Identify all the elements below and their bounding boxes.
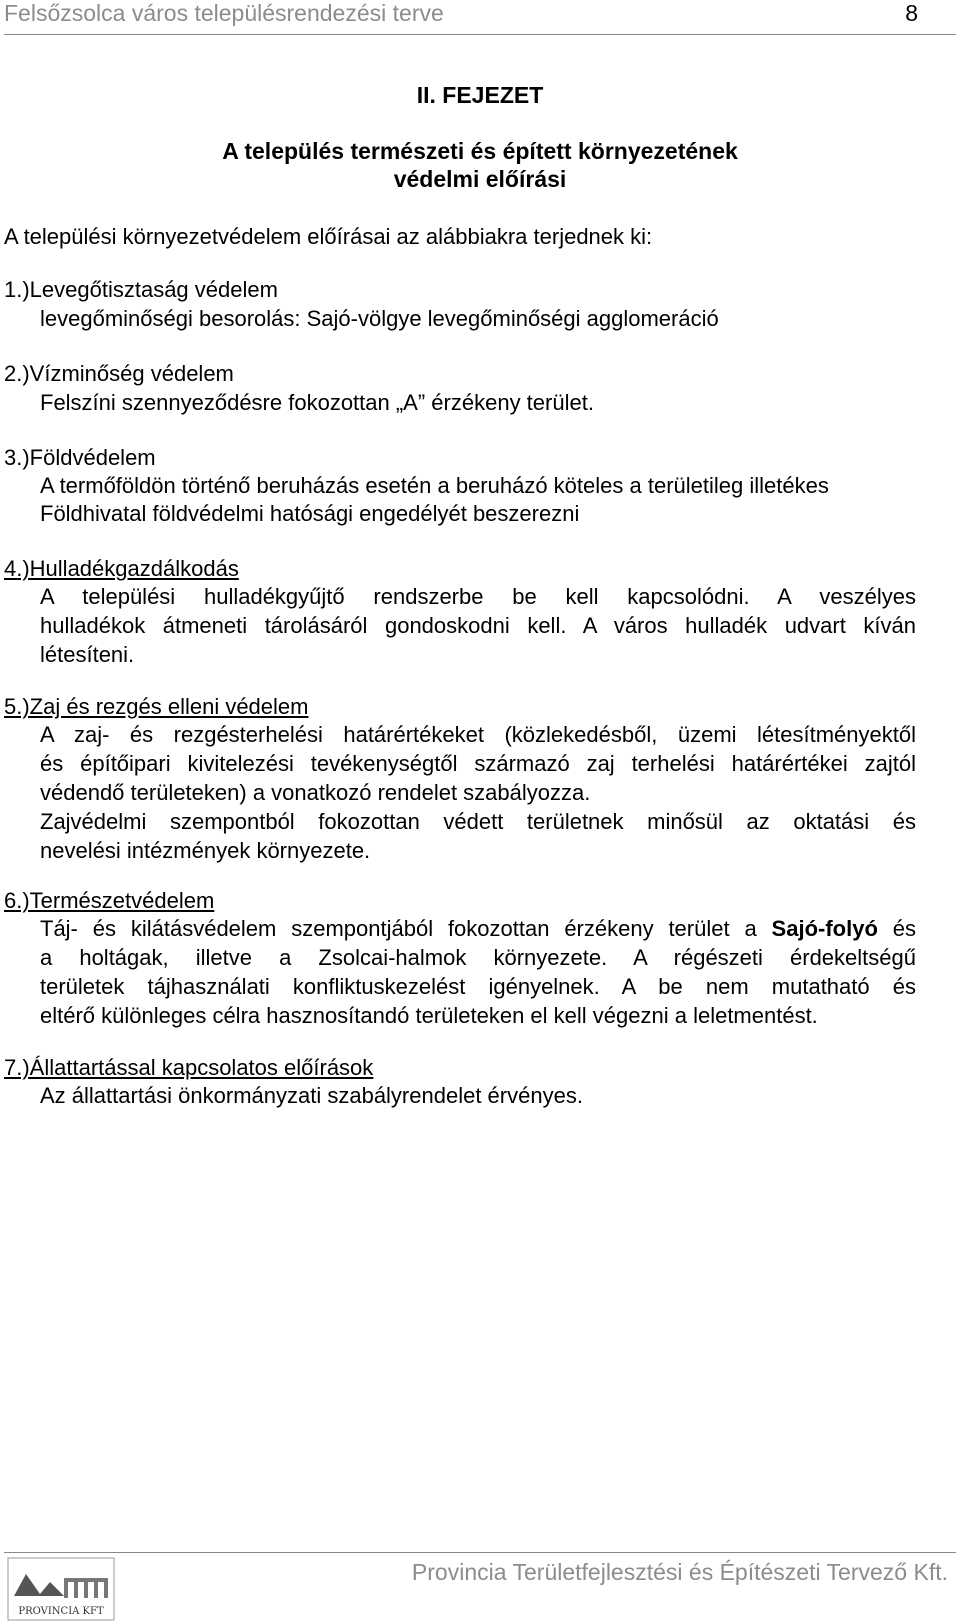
section-6-heading: 6.)Természetvédelem: [4, 888, 215, 913]
section-5-heading: 5.)Zaj és rezgés elleni védelem: [4, 694, 309, 719]
section-5-text-line3: védendő területeken) a vonatkozó rendelet szabályozza.: [40, 780, 591, 805]
section-7-text: Az állattartási önkormányzati szabályrendelet érvényes.: [40, 1083, 583, 1108]
section-6-line1-end: és: [877, 916, 916, 941]
section-5-body: [40, 720, 916, 865]
provincia-logo-icon: [6, 1556, 116, 1622]
section-5-text-line1: A zaj- és rezgésterhelési határértékeket (közlekedésből, üzemi létesítményektől: [40, 722, 916, 747]
chapter-title-line1: A település természeti és épített környezetének: [222, 138, 738, 164]
section-4-heading: 4.)Hulladékgazdálkodás: [4, 556, 239, 581]
section-5-text-line4: Zajvédelmi szempontból fokozottan védett területnek minősül az oktatási és: [40, 809, 916, 834]
section-5-text-line5: nevelési intézmények környezete.: [40, 838, 371, 863]
section-4-text-line2: hulladékok átmeneti tárolásáról gondoskodni kell. A város hulladék udvart kíván: [40, 613, 916, 638]
section-1-text: levegőminőségi besorolás: Sajó-völgye levegőminőségi agglomeráció: [40, 306, 719, 331]
section-1-heading: 1.)Levegőtisztaság védelem: [4, 277, 278, 302]
section-6-body: [40, 914, 916, 1030]
document-title: Felsőzsolca város településrendezési terve: [4, 0, 444, 26]
section-4-body: [40, 582, 916, 669]
section-7-heading: 7.)Állattartással kapcsolatos előírások: [4, 1055, 374, 1080]
chapter-title-line2: védelmi előírási: [393, 166, 567, 192]
section-3-heading: 3.)Földvédelem: [4, 445, 156, 470]
section-3-text-line1: A termőföldön történő beruházás esetén a beruházó köteles a területileg illetékes: [40, 473, 829, 498]
logo-text: PROVINCIA KFT: [18, 1606, 104, 1617]
intro-text: A települési környezetvédelem előírásai az alábbiakra terjednek ki:: [4, 224, 653, 249]
section-6-text-line3: területek tájhasználati konfliktuskezelést igényelnek. A be nem mutatható és: [40, 974, 916, 999]
section-6-text-line1: [40, 914, 916, 943]
chapter-number: II. FEJEZET: [416, 82, 544, 108]
section-6-line1-start: Táj- és kilátásvédelem szempontjából fokozottan érzékeny terület a: [40, 916, 772, 941]
page-number: 8: [905, 0, 918, 26]
section-4-text-line3: létesíteni.: [40, 642, 135, 667]
section-3-text-line2: Földhivatal földvédelmi hatósági engedélyét beszerezni: [40, 501, 580, 526]
page-footer: [4, 1552, 956, 1585]
section-6-text-line2: a holtágak, illetve a Zsolcai-halmok környezete. A régészeti érdekeltségű: [40, 945, 916, 970]
section-6-text-line4: eltérő különleges célra hasznosítandó területeken el kell végezni a leletmentést.: [40, 1003, 818, 1028]
footer-organization: Provincia Területfejlesztési és Építészeti Tervező Kft.: [411, 1559, 948, 1585]
section-2-heading: 2.)Vízminőség védelem: [4, 361, 234, 386]
sajo-folyo-bold: Sajó-folyó: [771, 916, 878, 941]
section-5-text-line2: és építőipari kivitelezési tevékenységtől származó zaj terhelési határértékei zajtól: [40, 751, 916, 776]
page-header: [4, 0, 956, 35]
section-2-text: Felszíni szennyeződésre fokozottan „A” érzékeny terület.: [40, 390, 594, 415]
section-4-text-line1: A települési hulladékgyűjtő rendszerbe be kell kapcsolódni. A veszélyes: [40, 584, 916, 609]
